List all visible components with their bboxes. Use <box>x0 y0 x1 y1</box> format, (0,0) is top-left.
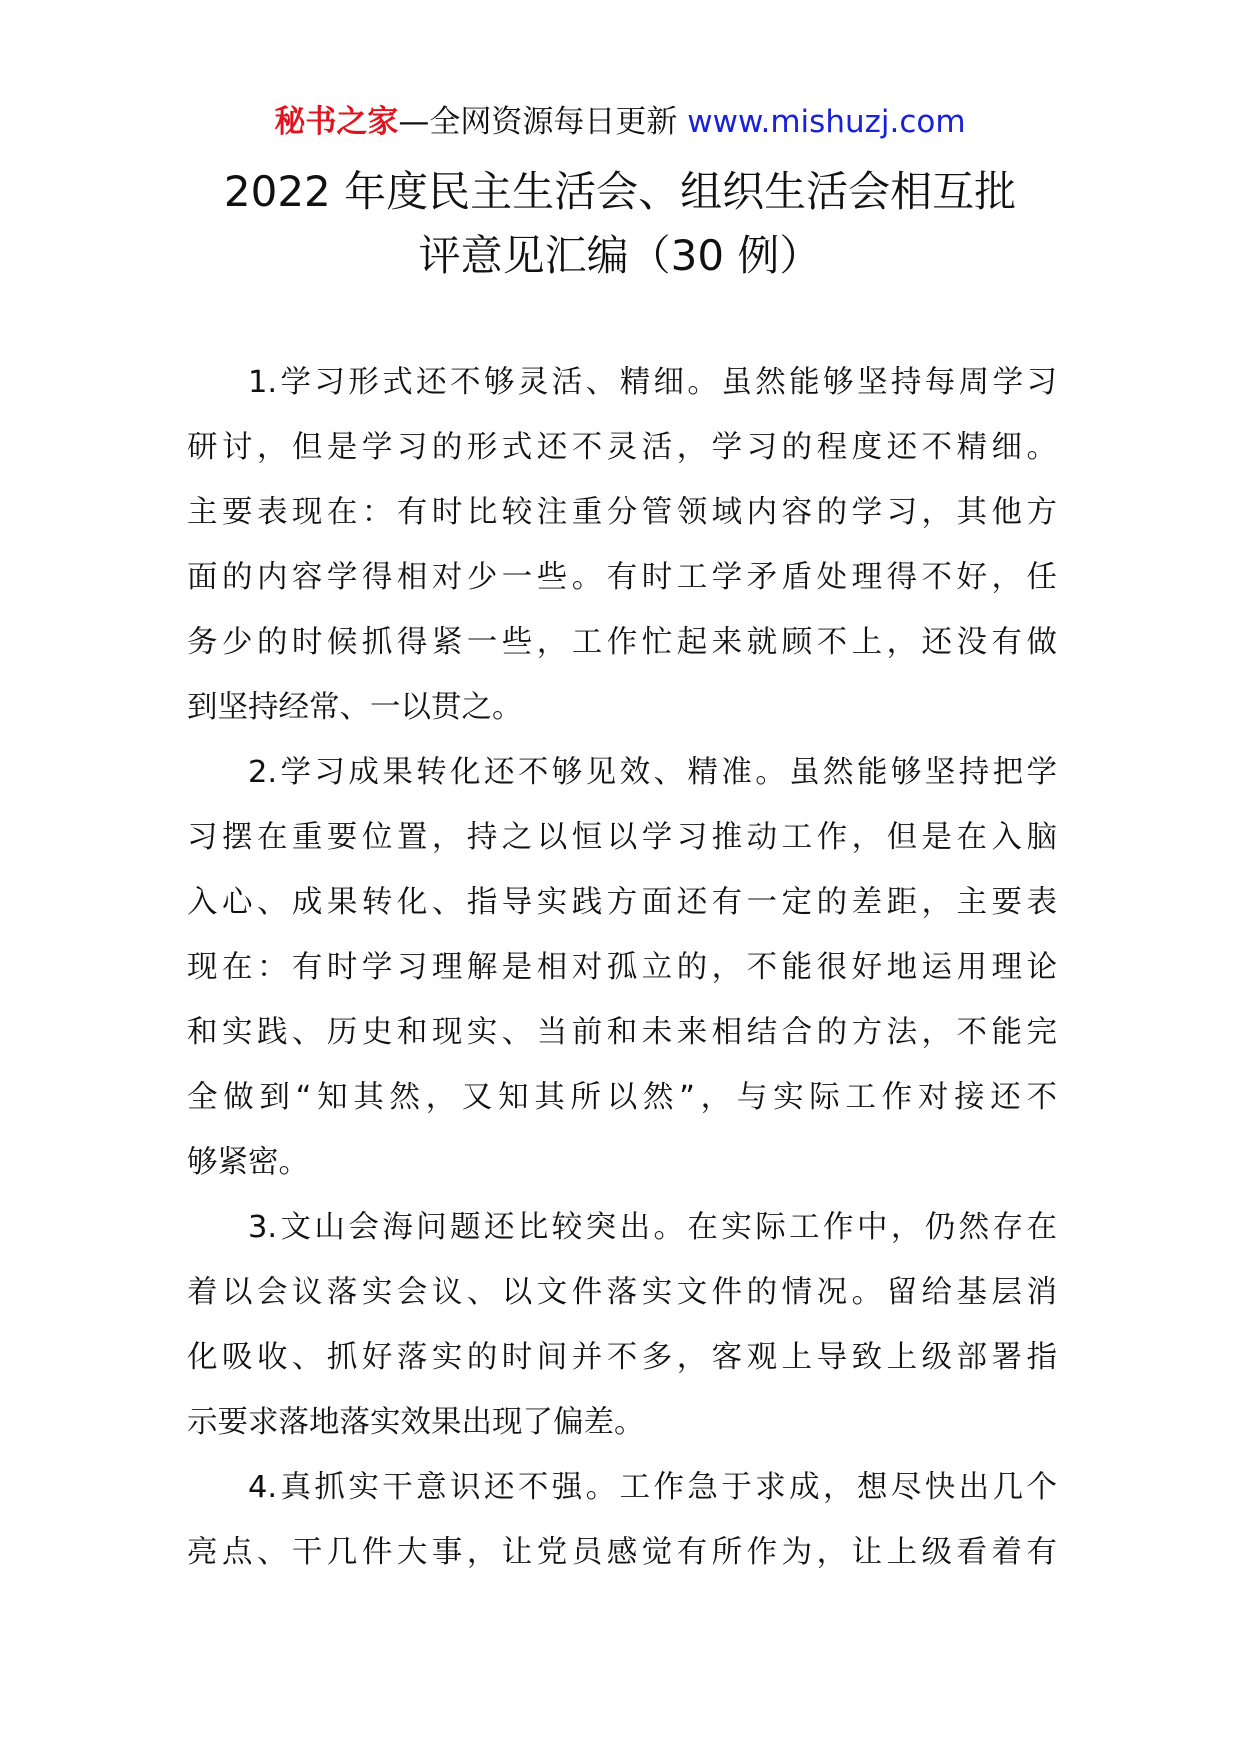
paragraph-line: 和实践、历史和现实、当前和未来相结合的方法，不能完 <box>187 1015 1057 1050</box>
paragraph-line: 到坚持经常、一以贯之。 <box>187 690 523 725</box>
paragraph-line: 1.学习形式还不够灵活、精细。虽然能够坚持每周学习 <box>248 365 1057 400</box>
paragraph-line: 3.文山会海问题还比较突出。在实际工作中，仍然存在 <box>248 1210 1057 1245</box>
paragraph-line: 现在：有时学习理解是相对孤立的，不能很好地运用理论 <box>187 950 1057 985</box>
paragraph-line: 着以会议落实会议、以文件落实文件的情况。留给基层消 <box>187 1275 1057 1310</box>
paragraph-line: 全做到“知其然，又知其所以然”，与实际工作对接还不 <box>187 1080 1057 1115</box>
paragraph-line: 面的内容学得相对少一些。有时工学矛盾处理得不好，任 <box>187 560 1057 595</box>
document-body <box>187 350 1057 1585</box>
title-line-1: 2022 年度民主生活会、组织生活会相互批 <box>223 167 1017 216</box>
paragraph-line: 化吸收、抓好落实的时间并不多，客观上导致上级部署指 <box>187 1340 1057 1375</box>
title-line-2: 评意见汇编（30 例） <box>418 231 822 280</box>
site-banner <box>0 100 1240 144</box>
paragraph-line: 研讨，但是学习的形式还不灵活，学习的程度还不精细。 <box>187 430 1057 465</box>
paragraph-line: 示要求落地落实效果出现了偏差。 <box>187 1405 645 1440</box>
paragraph-2 <box>187 740 1057 1195</box>
paragraph-4 <box>187 1455 1057 1585</box>
banner-tagline: —全网资源每日更新 <box>398 104 678 140</box>
paragraph-line: 亮点、干几件大事，让党员感觉有所作为，让上级看着有 <box>187 1535 1057 1570</box>
banner-brand: 秘书之家 <box>274 104 399 140</box>
paragraph-3 <box>187 1195 1057 1455</box>
paragraph-1 <box>187 350 1057 740</box>
document-title <box>140 160 1100 288</box>
paragraph-line: 2.学习成果转化还不够见效、精准。虽然能够坚持把学 <box>248 755 1057 790</box>
paragraph-line: 入心、成果转化、指导实践方面还有一定的差距，主要表 <box>187 885 1057 920</box>
banner-url-link[interactable]: www.mishuzj.com <box>687 104 966 140</box>
paragraph-line: 主要表现在：有时比较注重分管领域内容的学习，其他方 <box>187 495 1057 530</box>
paragraph-line: 习摆在重要位置，持之以恒以学习推动工作，但是在入脑 <box>187 820 1057 855</box>
paragraph-line: 4.真抓实干意识还不强。工作急于求成，想尽快出几个 <box>248 1470 1057 1505</box>
paragraph-line: 务少的时候抓得紧一些，工作忙起来就顾不上，还没有做 <box>187 625 1057 660</box>
paragraph-line: 够紧密。 <box>187 1145 309 1180</box>
